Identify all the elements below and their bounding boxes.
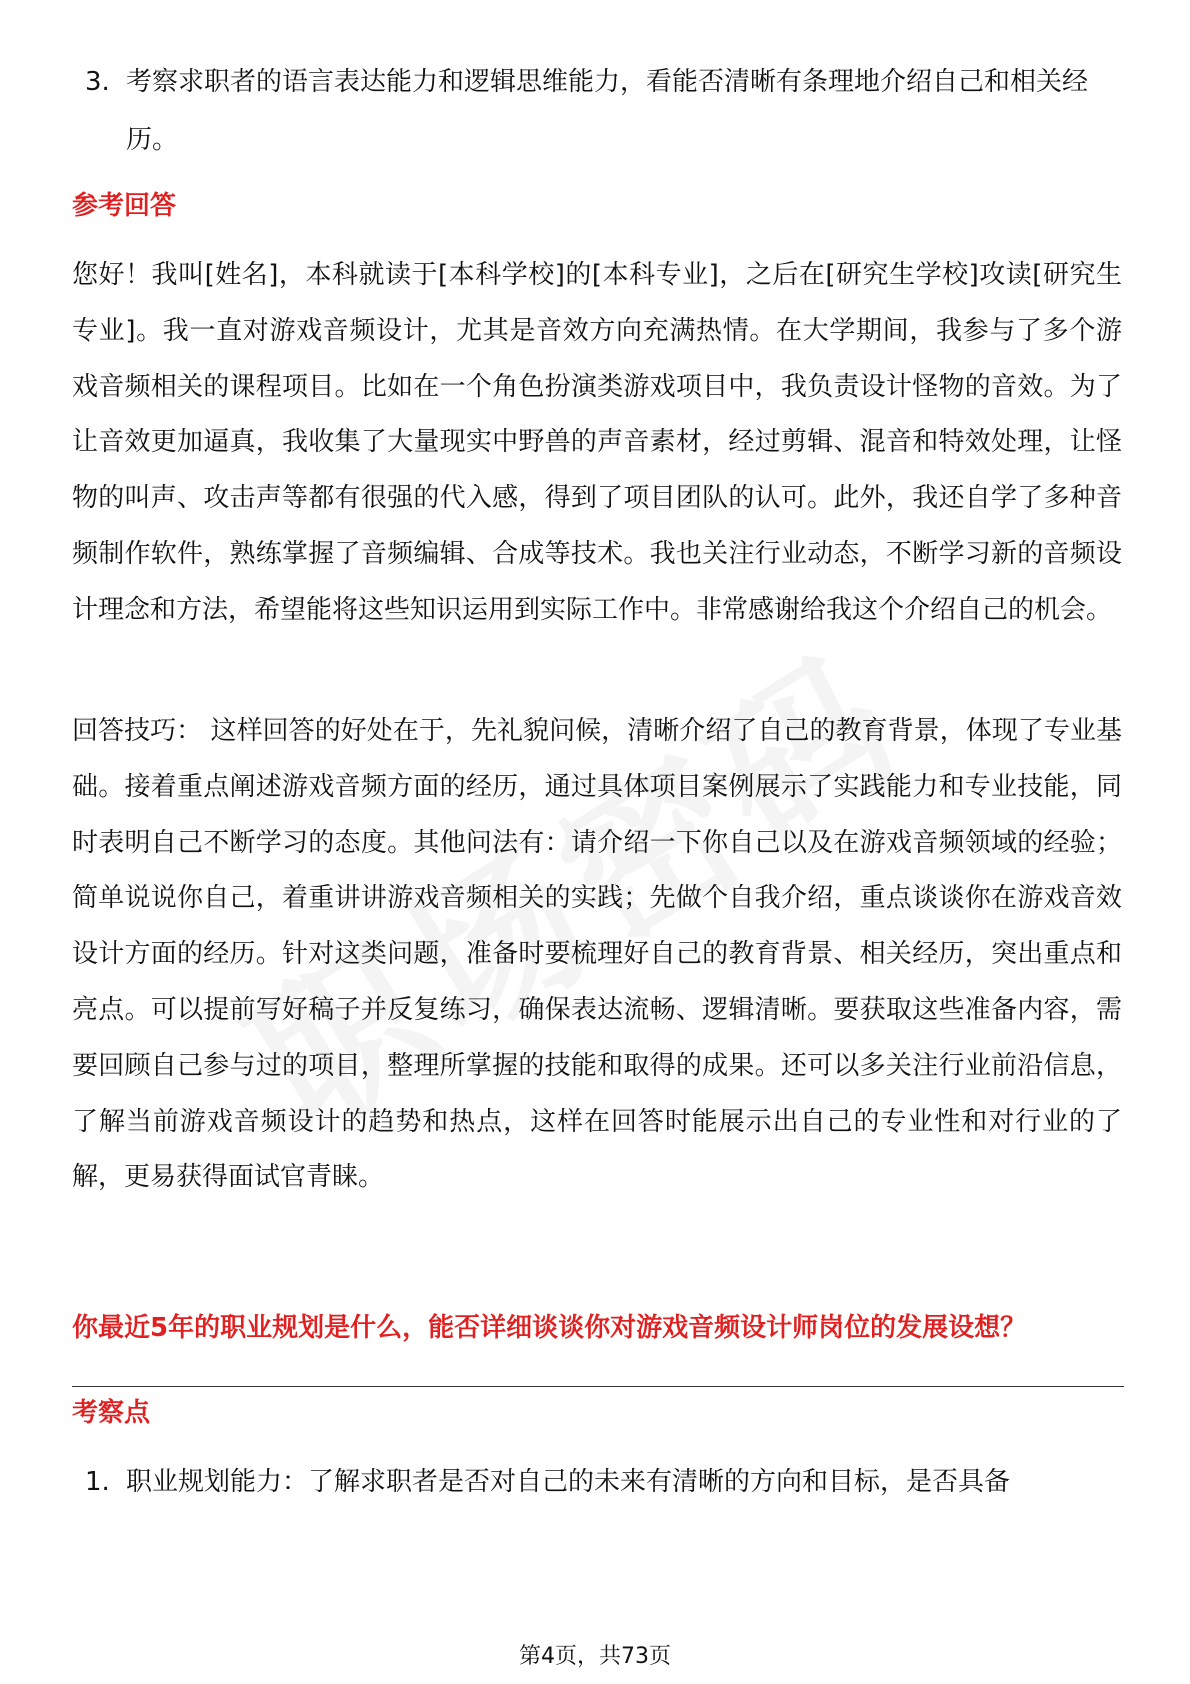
list-number: 3. [85,67,110,97]
answer-heading: 参考回答 [72,191,177,221]
list-text: 考察求职者的语言表达能力和逻辑思维能力，看能否清晰有条理地介绍自己和相关经历。 [126,67,1089,155]
tips-paragraph: 回答技巧： 这样回答的好处在于，先礼貌问候，清晰介绍了自己的教育背景，体现了专业基础。接着重点阐述游戏音频方面的经历，通过具体项目案例展示了实践能力和专业技能，同时表明自己不断学习的态度。其他问法有：请介绍一下你自己以及在游戏音频领域的经验；简单说说你自己，着重讲讲游戏音频相关的实践；先做个自我介绍，重点谈谈你在游戏音效设计方面的经历。针对这类问题，准备时要梳理好自己的教育背景、相关经历，突出重点和亮点。可以提前写好稿子并反复练习，确保表达流畅、逻辑清晰。要获取这些准备内容，需要回顾自己参与过的项目，整理所掌握的技能和取得的成果。还可以多关注行业前沿信息，了解当前游戏音频设计的趋势和热点，这样在回答时能展示出自己的专业性和对行业的了解，更易获得面试官青睐。 [72,716,1122,1193]
list-number: 1. [85,1467,110,1497]
interview-question: 你最近5年的职业规划是什么，能否详细谈谈你对游戏音频设计师岗位的发展设想？ [72,1313,1027,1343]
list-item-3 [85,53,1125,169]
list-text: 职业规划能力：了解求职者是否对自己的未来有清晰的方向和目标，是否具备 [126,1467,1011,1497]
list-item-1 [85,1453,1125,1511]
answer-paragraph: 您好！我叫[姓名]，本科就读于[本科学校]的[本科专业]，之后在[研究生学校]攻读[研究生专业]。我一直对游戏音频设计，尤其是音效方向充满热情。在大学期间，我参与了多个游戏音频相关的课程项目。比如在一个角色扮演类游戏项目中，我负责设计怪物的音效。为了让音效更加逼真，我收集了大量现实中野兽的声音素材，经过剪辑、混音和特效处理，让怪物的叫声、攻击声等都有很强的代入感，得到了项目团队的认可。此外，我还自学了多种音频制作软件，熟练掌握了音频编辑、合成等技术。我也关注行业动态，不断学习新的音频设计理念和方法，希望能将这些知识运用到实际工作中。非常感谢给我这个介绍自己的机会。 [72,260,1122,625]
focus-heading: 考察点 [72,1398,151,1428]
page-footer: 第4页，共73页 [519,1644,671,1669]
section-divider [72,1386,1124,1387]
